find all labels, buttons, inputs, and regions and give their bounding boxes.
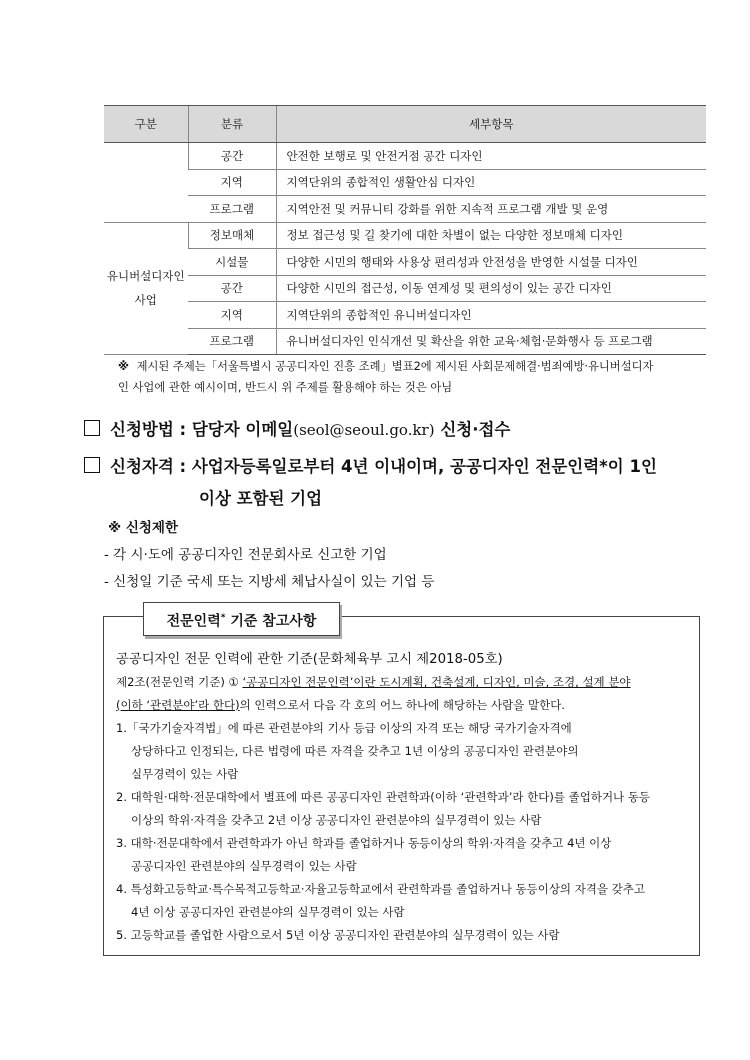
table-row <box>104 249 706 276</box>
article2-line1 <box>116 674 631 690</box>
criteria-item-4-cont: 4년 이상 공공디자인 관련분야의 실무경력이 있는 사람 <box>131 905 405 919</box>
note-symbol: ※ <box>118 360 129 373</box>
detail-cell: 유니버설디자인 인식개선 및 확산을 위한 교육·체험·문화행사 등 프로그램 <box>276 328 706 355</box>
reference-tab <box>143 602 340 636</box>
criteria-item-1-cont: 실무경력이 있는 사람 <box>131 767 239 781</box>
category-cell: 지역 <box>188 302 276 329</box>
header-category: 분류 <box>188 106 276 143</box>
criteria-item-5: 5. 고등학교를 졸업한 사람으로서 5년 이상 공공디자인 관련분야의 실무경력이 있는 사람 <box>116 928 560 942</box>
category-cell: 공간 <box>188 275 276 302</box>
eligibility-line1: 신청자격 : 사업자등록일로부터 4년 이내이며, 공공디자인 전문인력*이 1인 <box>110 457 657 476</box>
eligibility-heading <box>84 453 657 477</box>
group-cell-universal-design <box>104 222 188 355</box>
article2-line2 <box>116 697 565 713</box>
apply-method-heading <box>84 416 510 440</box>
detail-cell: 지역단위의 종합적인 생활안심 디자인 <box>276 169 706 196</box>
detail-cell: 안전한 보행로 및 안전거점 공간 디자인 <box>276 143 706 170</box>
restriction-item: - 각 시·도에 공공디자인 전문회사로 신고한 기업 <box>104 547 387 563</box>
table-row <box>104 196 706 223</box>
article2-related-field: (이하 ‘관련분야’라 한다) <box>116 698 240 712</box>
criteria-item-2-cont: 이상의 학위·자격을 갖추고 2년 이상 공공디자인 관련분야의 실무경력이 있는 사람 <box>131 813 542 827</box>
table-row <box>104 169 706 196</box>
table-row <box>104 328 706 355</box>
category-cell: 시설물 <box>188 249 276 276</box>
criteria-item-4: 4. 특성화고등학교·특수목적고등학교·자율고등학교에서 관련학과를 졸업하거나 동등이상의 자격을 갖추고 <box>116 882 646 896</box>
note-line2: 인 사업에 관한 예시이며, 반드시 위 주제를 활용해야 하는 것은 아님 <box>118 381 453 394</box>
checkbox-square-icon <box>84 420 100 436</box>
group-cell-1 <box>104 143 188 223</box>
criteria-item-2: 2. 대학원·대학·전문대학에서 별표에 따른 공공디자인 관련학과(이하 ‘관련학과’라 한다)를 졸업하거나 동등 <box>116 790 651 804</box>
article2-heading: 제2조(전문인력 기준) ① <box>116 675 243 689</box>
category-cell: 지역 <box>188 169 276 196</box>
reference-tab-suffix: 기준 참고사항 <box>225 613 317 630</box>
detail-cell: 지역안전 및 커뮤니티 강화를 위한 지속적 프로그램 개발 및 운영 <box>276 196 706 223</box>
table-row <box>104 302 706 329</box>
restriction-item: - 신청일 기준 국세 또는 지방세 체납사실이 있는 기업 등 <box>104 574 435 590</box>
group-label-line1: 유니버설디자인 <box>106 269 185 284</box>
category-cell: 프로그램 <box>188 196 276 223</box>
criteria-item-1: 1.「국가기술자격법」에 따른 관련분야의 기사 등급 이상의 자격 또는 해당 국가기술자격에 <box>116 721 572 735</box>
category-cell: 공간 <box>188 143 276 170</box>
article2-definition: ‘공공디자인 전문인력’이란 도시계획, 건축설계, 디자인, 미술, 조경, 설계 분야 <box>242 675 631 689</box>
detail-cell: 다양한 시민의 접근성, 이동 연계성 및 편의성이 있는 공간 디자인 <box>276 275 706 302</box>
detail-cell: 정보 접근성 및 길 찾기에 대한 차별이 없는 다양한 정보매체 디자인 <box>276 222 706 249</box>
criteria-item-3: 3. 대학·전문대학에서 관련학과가 아닌 학과를 졸업하거나 동등이상의 학위·자격을 갖추고 4년 이상 <box>116 836 612 850</box>
table-header-row <box>104 106 706 143</box>
detail-cell: 다양한 시민의 행태와 사용상 편리성과 안전성을 반영한 시설물 디자인 <box>276 249 706 276</box>
detail-cell: 지역단위의 종합적인 유니버설디자인 <box>276 302 706 329</box>
group-label-line2: 사업 <box>134 293 157 308</box>
checkbox-square-icon <box>84 457 100 473</box>
apply-method-suffix: 신청·접수 <box>440 420 511 439</box>
reference-title: 공공디자인 전문 인력에 관한 기준(문화체육부 고시 제2018-05호) <box>116 652 503 667</box>
restriction-title: ※ 신청제한 <box>108 520 178 536</box>
category-cell: 프로그램 <box>188 328 276 355</box>
criteria-item-1-cont: 상당하다고 인정되는, 다른 법령에 따른 자격을 갖추고 1년 이상의 공공디자인 관련분야의 <box>131 744 579 758</box>
theme-table <box>104 105 706 355</box>
header-detail: 세부항목 <box>276 106 706 143</box>
reference-tab-label: 전문인력 <box>166 613 221 630</box>
eligibility-line2: 이상 포함된 기업 <box>199 489 323 508</box>
criteria-item-3-cont: 공공디자인 관련분야의 실무경력이 있는 사람 <box>131 859 357 873</box>
table-row <box>104 143 706 170</box>
apply-method-label: 신청방법 : 담당자 이메일 <box>110 420 294 439</box>
header-division: 구분 <box>104 106 188 143</box>
reference-tab-sup: * <box>220 613 226 623</box>
note-line1: 제시된 주제는「서울특별시 공공디자인 진흥 조례」별표2에 제시된 사회문제해결·범죄예방·유니버설디자 <box>136 360 654 373</box>
theme-note <box>118 356 714 398</box>
table-row <box>104 275 706 302</box>
contact-email: (seol@seoul.go.kr) <box>293 421 435 439</box>
table-row <box>104 222 706 249</box>
article2-rest: 의 인력으로서 다음 각 호의 어느 하나에 해당하는 사람을 말한다. <box>239 698 565 712</box>
category-cell: 정보매체 <box>188 222 276 249</box>
